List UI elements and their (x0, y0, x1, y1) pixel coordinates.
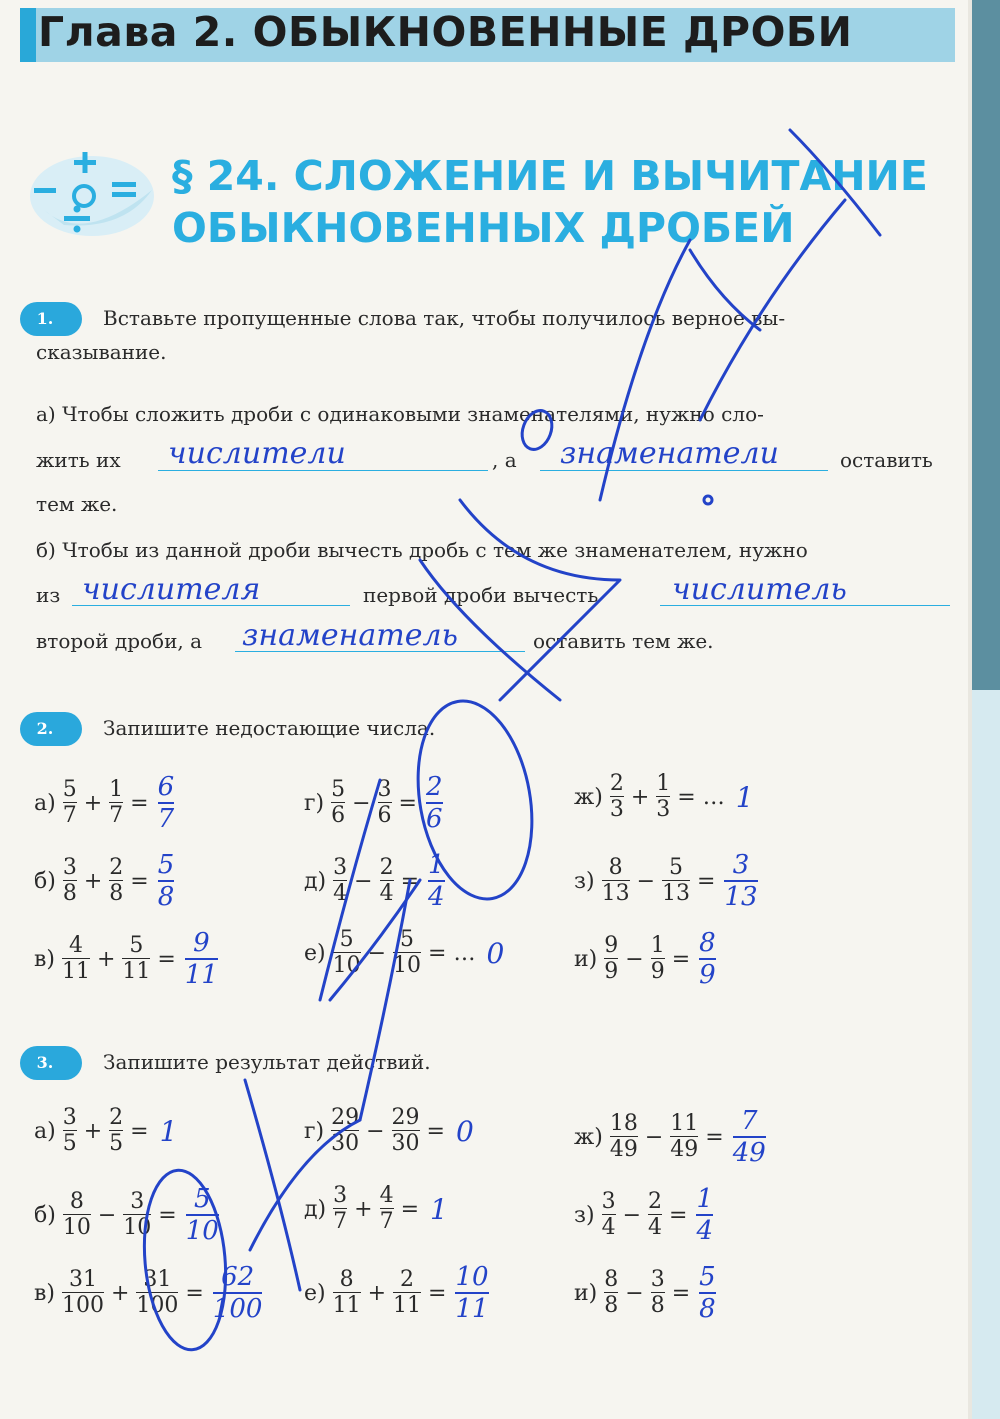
fraction (392, 1106, 420, 1157)
answer-numerator: 5 (699, 1262, 716, 1292)
equals: = (669, 1202, 688, 1228)
answer-numerator: 10 (455, 1262, 489, 1292)
fraction (602, 856, 630, 907)
section-title-line2: ОБЫКНОВЕННЫХ ДРОБЕЙ (172, 204, 795, 252)
numerator: 3 (130, 1188, 145, 1214)
numerator: 5 (129, 932, 144, 958)
equals: = … (677, 785, 725, 810)
denominator: 9 (650, 958, 665, 984)
denominator: 10 (332, 953, 361, 978)
answer-numerator-second: числитель (672, 572, 847, 607)
numerator: 18 (609, 1110, 638, 1136)
task-number-badge: 1. (20, 302, 82, 336)
denominator: 13 (601, 880, 630, 906)
denominator: 7 (62, 802, 77, 828)
task1-a-line1: а) Чтобы сложить дроби с одинаковыми знаменателями, нужно сло- (36, 402, 764, 426)
fraction (670, 1112, 698, 1163)
numerator: 31 (143, 1266, 172, 1292)
numerator: 1 (109, 776, 124, 802)
exercise (34, 1262, 262, 1324)
denominator: 8 (62, 880, 77, 906)
fraction (123, 1190, 151, 1241)
task-number-badge: 3. (20, 1046, 82, 1080)
task3-instruction: Запишите результат действий. (103, 1050, 431, 1074)
exercise-label: е) (304, 1280, 326, 1306)
task1-a-line3: тем же. (36, 492, 118, 516)
numerator: 3 (601, 1188, 616, 1214)
fraction (109, 778, 123, 829)
exercise (574, 772, 754, 823)
denominator: 3 (656, 797, 671, 822)
next-page-edge (970, 690, 1000, 1419)
math-operations-icon (24, 150, 154, 240)
equals: = (130, 868, 149, 894)
numerator: 5 (331, 776, 346, 802)
equals: = (130, 790, 149, 816)
fraction (380, 1184, 394, 1235)
exercise-label: б) (34, 868, 56, 894)
denominator: 49 (609, 1136, 638, 1162)
fraction (610, 1112, 638, 1163)
fraction (136, 1268, 178, 1319)
fraction (109, 1106, 123, 1157)
denominator: 4 (379, 880, 394, 906)
fraction (393, 1268, 421, 1319)
exercise (574, 1184, 713, 1246)
section-title-line1: § 24. СЛОЖЕНИЕ И ВЫЧИТАНИЕ (172, 152, 928, 200)
operator: − (352, 790, 371, 816)
exercise-label: ж) (574, 1124, 603, 1150)
numerator: 8 (608, 854, 623, 880)
handwritten-answer (455, 1262, 488, 1324)
fraction (648, 1190, 662, 1241)
equals: = (400, 1197, 420, 1222)
denominator: 11 (393, 1292, 422, 1318)
answer-denominator: 11 (184, 960, 218, 990)
denominator: 11 (332, 1292, 361, 1318)
fraction (610, 772, 624, 823)
fraction (602, 1190, 616, 1241)
equals: = (130, 1119, 149, 1144)
exercise-label: е) (304, 941, 326, 966)
exercise-label: г) (304, 790, 325, 816)
fraction (662, 856, 690, 907)
handwritten-answer (733, 1106, 766, 1168)
answer-denominators: знаменатели (560, 436, 779, 471)
exercise-label: д) (304, 868, 327, 894)
equals: = (398, 790, 417, 816)
handwritten-answer (724, 850, 757, 912)
numerator: 1 (656, 771, 671, 796)
operator: − (625, 1280, 644, 1306)
denominator: 6 (377, 802, 392, 828)
exercise-label: а) (34, 1119, 56, 1144)
fraction (604, 934, 618, 985)
denominator: 4 (333, 880, 348, 906)
exercise (34, 928, 218, 990)
equals: = (158, 1202, 177, 1228)
chapter-title: Глава 2. ОБЫКНОВЕННЫЕ ДРОБИ (38, 8, 853, 56)
operator: + (367, 1280, 387, 1306)
operator: + (110, 1280, 130, 1306)
numerator: 2 (400, 1266, 415, 1292)
exercise (34, 850, 174, 912)
exercise-label: ж) (574, 785, 603, 810)
answer-denominator: 4 (696, 1216, 714, 1246)
operator: − (622, 1202, 642, 1228)
equals: = (400, 868, 420, 894)
numerator: 2 (109, 854, 124, 880)
answer-denominator: 4 (428, 882, 445, 912)
handwritten-answer (186, 1184, 219, 1246)
operator: + (83, 868, 103, 894)
answer-numerator: 5 (193, 1184, 211, 1214)
fraction (656, 772, 670, 823)
exercise-label: в) (34, 1280, 55, 1306)
fraction (380, 856, 394, 907)
task1-a-line2-pre: жить их (36, 448, 121, 472)
handwritten-answer (696, 1184, 713, 1246)
fraction (62, 934, 90, 985)
handwritten-answer (185, 928, 218, 990)
denominator: 4 (648, 1214, 663, 1240)
equals: = … (428, 941, 476, 966)
answer-denominator: 13 (724, 882, 758, 912)
exercise (34, 1184, 219, 1246)
exercise (304, 1106, 474, 1157)
denominator: 11 (122, 958, 151, 984)
operator: − (97, 1202, 117, 1228)
denominator: 100 (61, 1292, 104, 1318)
numerator: 5 (669, 854, 684, 880)
denominator: 30 (391, 1131, 420, 1156)
operator: − (354, 868, 373, 894)
denominator: 5 (62, 1131, 77, 1156)
denominator: 49 (670, 1136, 699, 1162)
answer-denominator: 7 (157, 804, 175, 834)
numerator: 29 (331, 1105, 360, 1130)
task1-b-line1: б) Чтобы из данной дроби вычесть дробь с тем же знаменателем, нужно (36, 538, 808, 562)
fraction (651, 1268, 665, 1319)
operator: − (625, 946, 644, 972)
equals: = (671, 946, 691, 972)
task1-b-line3-post: оставить тем же. (533, 629, 714, 653)
handwritten-answer: 0 (486, 937, 505, 970)
answer-denominator: 9 (699, 960, 716, 990)
denominator: 4 (601, 1214, 616, 1240)
answer-numerator: 5 (157, 850, 175, 880)
operator: − (644, 1124, 664, 1150)
exercise-label: з) (574, 1202, 595, 1228)
exercise-label: и) (574, 946, 598, 972)
denominator: 10 (62, 1214, 91, 1240)
exercise (574, 1106, 766, 1168)
operator: − (636, 868, 656, 894)
exercise-label: в) (34, 946, 55, 972)
equals: = (428, 1280, 447, 1306)
denominator: 10 (123, 1214, 152, 1240)
exercise-label: г) (304, 1119, 325, 1144)
operator: + (83, 1119, 103, 1144)
numerator: 5 (62, 776, 77, 802)
equals: = (185, 1280, 204, 1306)
numerator: 3 (62, 854, 77, 880)
exercise-label: д) (304, 1197, 327, 1222)
fraction (63, 1190, 91, 1241)
answer-denominator: 8 (699, 1294, 716, 1324)
answer-numerator: 9 (193, 928, 210, 958)
equals: = (705, 1124, 724, 1150)
exercise (304, 1184, 448, 1235)
denominator: 7 (333, 1209, 348, 1234)
numerator: 8 (604, 1266, 619, 1292)
fraction (333, 1268, 361, 1319)
answer-denominator: 8 (157, 882, 175, 912)
answer-numerators: числители (168, 436, 346, 471)
handwritten-answer (158, 772, 175, 834)
handwritten-answer (699, 1262, 716, 1324)
numerator: 3 (377, 776, 392, 802)
answer-denominator: 10 (185, 1216, 219, 1246)
numerator: 2 (648, 1188, 663, 1214)
denominator: 9 (604, 958, 619, 984)
handwritten-answer (699, 928, 716, 990)
handwritten-answer: 0 (455, 1115, 474, 1148)
equals: = (671, 1280, 691, 1306)
exercise (304, 928, 504, 979)
answer-numerator-first: числителя (82, 572, 261, 607)
exercise-label: и) (574, 1280, 598, 1306)
numerator: 29 (391, 1105, 420, 1130)
numerator: 4 (379, 1183, 394, 1208)
exercise (304, 772, 443, 834)
exercise (574, 1262, 716, 1324)
fraction (651, 934, 665, 985)
operator: + (96, 946, 116, 972)
answer-numerator: 3 (732, 850, 750, 880)
denominator: 11 (61, 958, 90, 984)
operator: − (367, 941, 387, 966)
answer-denominator: знаменатель (242, 618, 458, 653)
fraction (63, 1106, 77, 1157)
answer-numerator: 1 (428, 850, 445, 880)
page-fold (968, 0, 972, 1419)
answer-denominator: 100 (212, 1294, 263, 1324)
exercise (34, 1106, 177, 1157)
task-number-badge: 2. (20, 712, 82, 746)
answer-numerator: 1 (696, 1184, 714, 1214)
equals: = (697, 868, 716, 894)
answer-denominator: 49 (732, 1138, 766, 1168)
numerator: 3 (62, 1105, 77, 1130)
operator: + (630, 785, 650, 810)
denominator: 8 (650, 1292, 665, 1318)
numerator: 11 (670, 1110, 699, 1136)
exercise (304, 1262, 489, 1324)
answer-numerator: 7 (740, 1106, 758, 1136)
fraction (393, 928, 421, 979)
denominator: 3 (609, 797, 624, 822)
task1-instruction-line1: Вставьте пропущенные слова так, чтобы получилось верное вы- (103, 306, 786, 330)
denominator: 13 (662, 880, 691, 906)
task1-a-line2-post: оставить (840, 448, 933, 472)
numerator: 3 (333, 1183, 348, 1208)
exercise-label: б) (34, 1202, 56, 1228)
denominator: 7 (109, 802, 124, 828)
handwritten-answer (213, 1262, 263, 1324)
task1-a-line2-mid: , а (492, 448, 517, 472)
operator: − (366, 1119, 385, 1144)
answer-numerator: 2 (425, 772, 443, 802)
handwritten-answer (428, 850, 445, 912)
numerator: 5 (339, 927, 354, 952)
answer-numerator: 8 (699, 928, 716, 958)
answer-denominator: 11 (455, 1294, 489, 1324)
operator: + (354, 1197, 373, 1222)
numerator: 9 (604, 932, 619, 958)
numerator: 8 (69, 1188, 84, 1214)
task1-b-line2-mid: первой дроби вычесть (363, 583, 599, 607)
handwritten-answer: 1 (159, 1115, 178, 1148)
fraction (109, 856, 123, 907)
handwritten-answer: 1 (430, 1193, 448, 1226)
numerator: 2 (109, 1105, 124, 1130)
equals: = (157, 946, 176, 972)
denominator: 5 (109, 1131, 124, 1156)
denominator: 8 (109, 880, 124, 906)
numerator: 5 (400, 927, 415, 952)
fraction (333, 1184, 347, 1235)
numerator: 4 (68, 932, 83, 958)
handwritten-answer: 1 (735, 781, 754, 814)
denominator: 8 (604, 1292, 619, 1318)
exercise-label: з) (574, 868, 595, 894)
denominator: 30 (331, 1131, 360, 1156)
fraction (62, 1268, 104, 1319)
exercise (34, 772, 174, 834)
operator: + (83, 790, 103, 816)
fraction (604, 1268, 618, 1319)
numerator: 31 (68, 1266, 97, 1292)
fraction (331, 778, 345, 829)
fraction (378, 778, 392, 829)
denominator: 10 (393, 953, 422, 978)
exercise (304, 850, 445, 912)
fraction (333, 856, 347, 907)
denominator: 6 (331, 802, 346, 828)
numerator: 2 (379, 854, 394, 880)
numerator: 2 (609, 771, 624, 796)
task2-instruction: Запишите недостающие числа. (103, 716, 436, 740)
task1-b-line2-pre: из (36, 583, 61, 607)
equals: = (426, 1119, 445, 1144)
exercise (574, 928, 716, 990)
fraction (63, 778, 77, 829)
exercise (574, 850, 758, 912)
task1-b-line3-pre: второй дроби, а (36, 629, 203, 653)
section-title (172, 150, 928, 254)
exercise-label: а) (34, 790, 56, 816)
fraction (333, 928, 361, 979)
answer-numerator: 62 (221, 1262, 255, 1292)
fraction (122, 934, 150, 985)
fraction (331, 1106, 359, 1157)
numerator: 3 (650, 1266, 665, 1292)
numerator: 3 (333, 854, 348, 880)
numerator: 8 (339, 1266, 354, 1292)
answer-numerator: 6 (157, 772, 175, 802)
denominator: 7 (379, 1209, 394, 1234)
handwritten-answer (426, 772, 443, 834)
fraction (63, 856, 77, 907)
denominator: 100 (136, 1292, 179, 1318)
numerator: 1 (650, 932, 665, 958)
answer-denominator: 6 (425, 804, 443, 834)
task1-instruction-line2: сказывание. (36, 340, 167, 364)
handwritten-answer (158, 850, 175, 912)
